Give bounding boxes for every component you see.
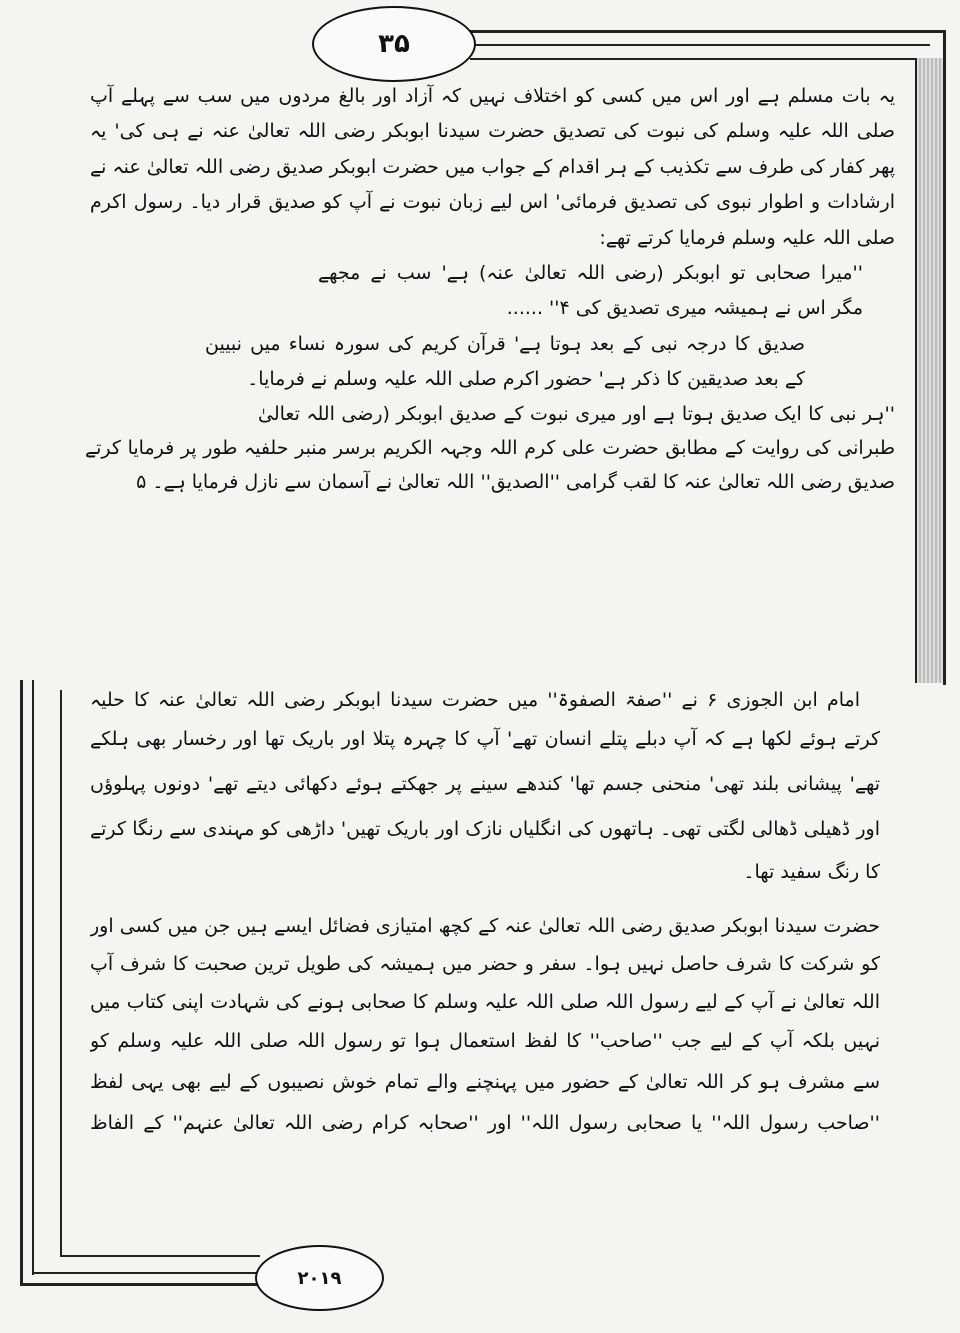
text-line: نہیں بلکہ آپ کے لیے جب ''صاحب'' کا لفظ استعمال ہوا تو رسول اللہ صلی اللہ علیہ وسلم کو <box>90 1030 880 1052</box>
quote-line: ''میرا صحابی تو ابوبکر (رضی اللہ تعالیٰ عنہ) ہے' سب نے مجھے <box>318 262 863 284</box>
text-line: طبرانی کی روایت کے مطابق حضرت علی کرم اللہ وجہہ الکریم برسر منبر حلفیہ طور پر فرمایا کرتے <box>85 437 895 459</box>
text-line: کا رنگ سفید تھا۔ <box>743 861 880 883</box>
text-line: ارشادات و اطوار نبوی کی تصدیق فرمائی' اس لیے زبان نبوت نے آپ کو صدیق قرار دیا۔ رسول اکرم <box>90 191 895 213</box>
frame-line <box>20 680 23 1285</box>
quote-line: مگر اس نے ہمیشہ میری تصدیق کی ۴'' ...... <box>506 297 863 319</box>
frame-line <box>915 58 917 683</box>
text-line: صلی اللہ علیہ وسلم کی نبوت کی تصدیق حضرت سیدنا ابوبکر رضی اللہ تعالیٰ عنہ نے ہی کی' یہ <box>90 120 895 142</box>
text-line: تھے' پیشانی بلند تھی' منحنی جسم تھا' کندھے سینے پر جھکتے ہوئے دکھائی دیتے تھے' دونوں پہلوؤں <box>90 773 880 795</box>
text-line: کرتے ہوئے لکھا ہے کہ آپ دبلے پتلے انسان تھے' آپ کا چہرہ پتلا اور باریک تھا اور رخسار بھی ہلکے <box>90 728 880 750</box>
page-number-bottom <box>255 1245 384 1311</box>
quote-line: ''ہر نبی کا ایک صدیق ہوتا ہے اور میری نبوت کے صدیق ابوبکر (رضی اللہ تعالیٰ <box>258 403 895 425</box>
text-line: اللہ تعالیٰ نے آپ کے لیے رسول اللہ صلی اللہ علیہ وسلم کا صحابی ہونے کی شہادت اپنی کتاب میں <box>90 991 880 1013</box>
text-line: یہ بات مسلم ہے اور اس میں کسی کو اختلاف نہیں کہ آزاد اور بالغ مردوں میں سب سے پہلے آپ <box>90 85 895 107</box>
frame-line <box>32 680 34 1275</box>
frame-line <box>470 44 930 46</box>
text-line: کے بعد صدیقین کا ذکر ہے' حضور اکرم صلی اللہ علیہ وسلم نے فرمایا۔ <box>247 368 805 390</box>
text-line: پھر کفار کی طرف سے تکذیب کے ہر اقدام کے جواب میں حضرت ابوبکر صدیق رضی اللہ تعالیٰ عنہ نے <box>90 156 895 178</box>
text-line: اور ڈھیلی ڈھالی لگتی تھی۔ ہاتھوں کی انگلیاں نازک اور باریک تھیں' داڑھی کو مہندی سے رنگا کرتے <box>90 818 880 840</box>
text-line: کو شرکت کا شرف حاصل نہیں ہوا۔ سفر و حضر میں ہمیشہ کی طویل ترین صحبت کا شرف آپ <box>90 953 880 975</box>
frame-line <box>470 30 945 33</box>
text-line: حضرت سیدنا ابوبکر صدیق رضی اللہ تعالیٰ عنہ کے کچھ امتیازی فضائل ایسے ہیں جن میں کسی اور <box>90 915 880 937</box>
text-line: ''صاحب رسول اللہ'' یا صحابی رسول اللہ'' اور ''صحابہ کرام رضی اللہ تعالیٰ عنہم'' کے الفاظ <box>90 1112 880 1134</box>
frame-line <box>60 690 62 1255</box>
page-number-bottom-text: ۲۰۱۹ <box>297 1267 342 1289</box>
text-line: امام ابن الجوزی ۶ نے ''صفۃ الصفوۃ'' میں حضرت سیدنا ابوبکر رضی اللہ تعالیٰ عنہ کا حلیہ <box>90 689 860 711</box>
frame-line <box>32 1272 260 1274</box>
text-line: سے مشرف ہو کر اللہ تعالیٰ کے حضور میں پہنچنے والے تمام خوش نصیبوں کے لیے بھی یہی لفظ <box>90 1071 880 1093</box>
text-line: صلی اللہ علیہ وسلم فرمایا کرتے تھے: <box>599 227 895 249</box>
page-number-top-text: ۳۵ <box>378 29 410 59</box>
text-line: صدیق کا درجہ نبی کے بعد ہوتا ہے' قرآن کریم کی سورہ نساء میں نبیین <box>205 333 805 355</box>
frame-line <box>20 1283 260 1286</box>
frame-line <box>60 1255 260 1257</box>
frame-line <box>943 30 946 685</box>
page-number-top <box>312 6 476 82</box>
frame-line <box>470 58 915 60</box>
frame-border <box>915 58 945 683</box>
text-line: صدیق رضی اللہ تعالیٰ عنہ کا لقب گرامی ''الصدیق'' اللہ تعالیٰ نے آسمان سے نازل فرمایا ہے۔ ۵ <box>136 471 895 493</box>
